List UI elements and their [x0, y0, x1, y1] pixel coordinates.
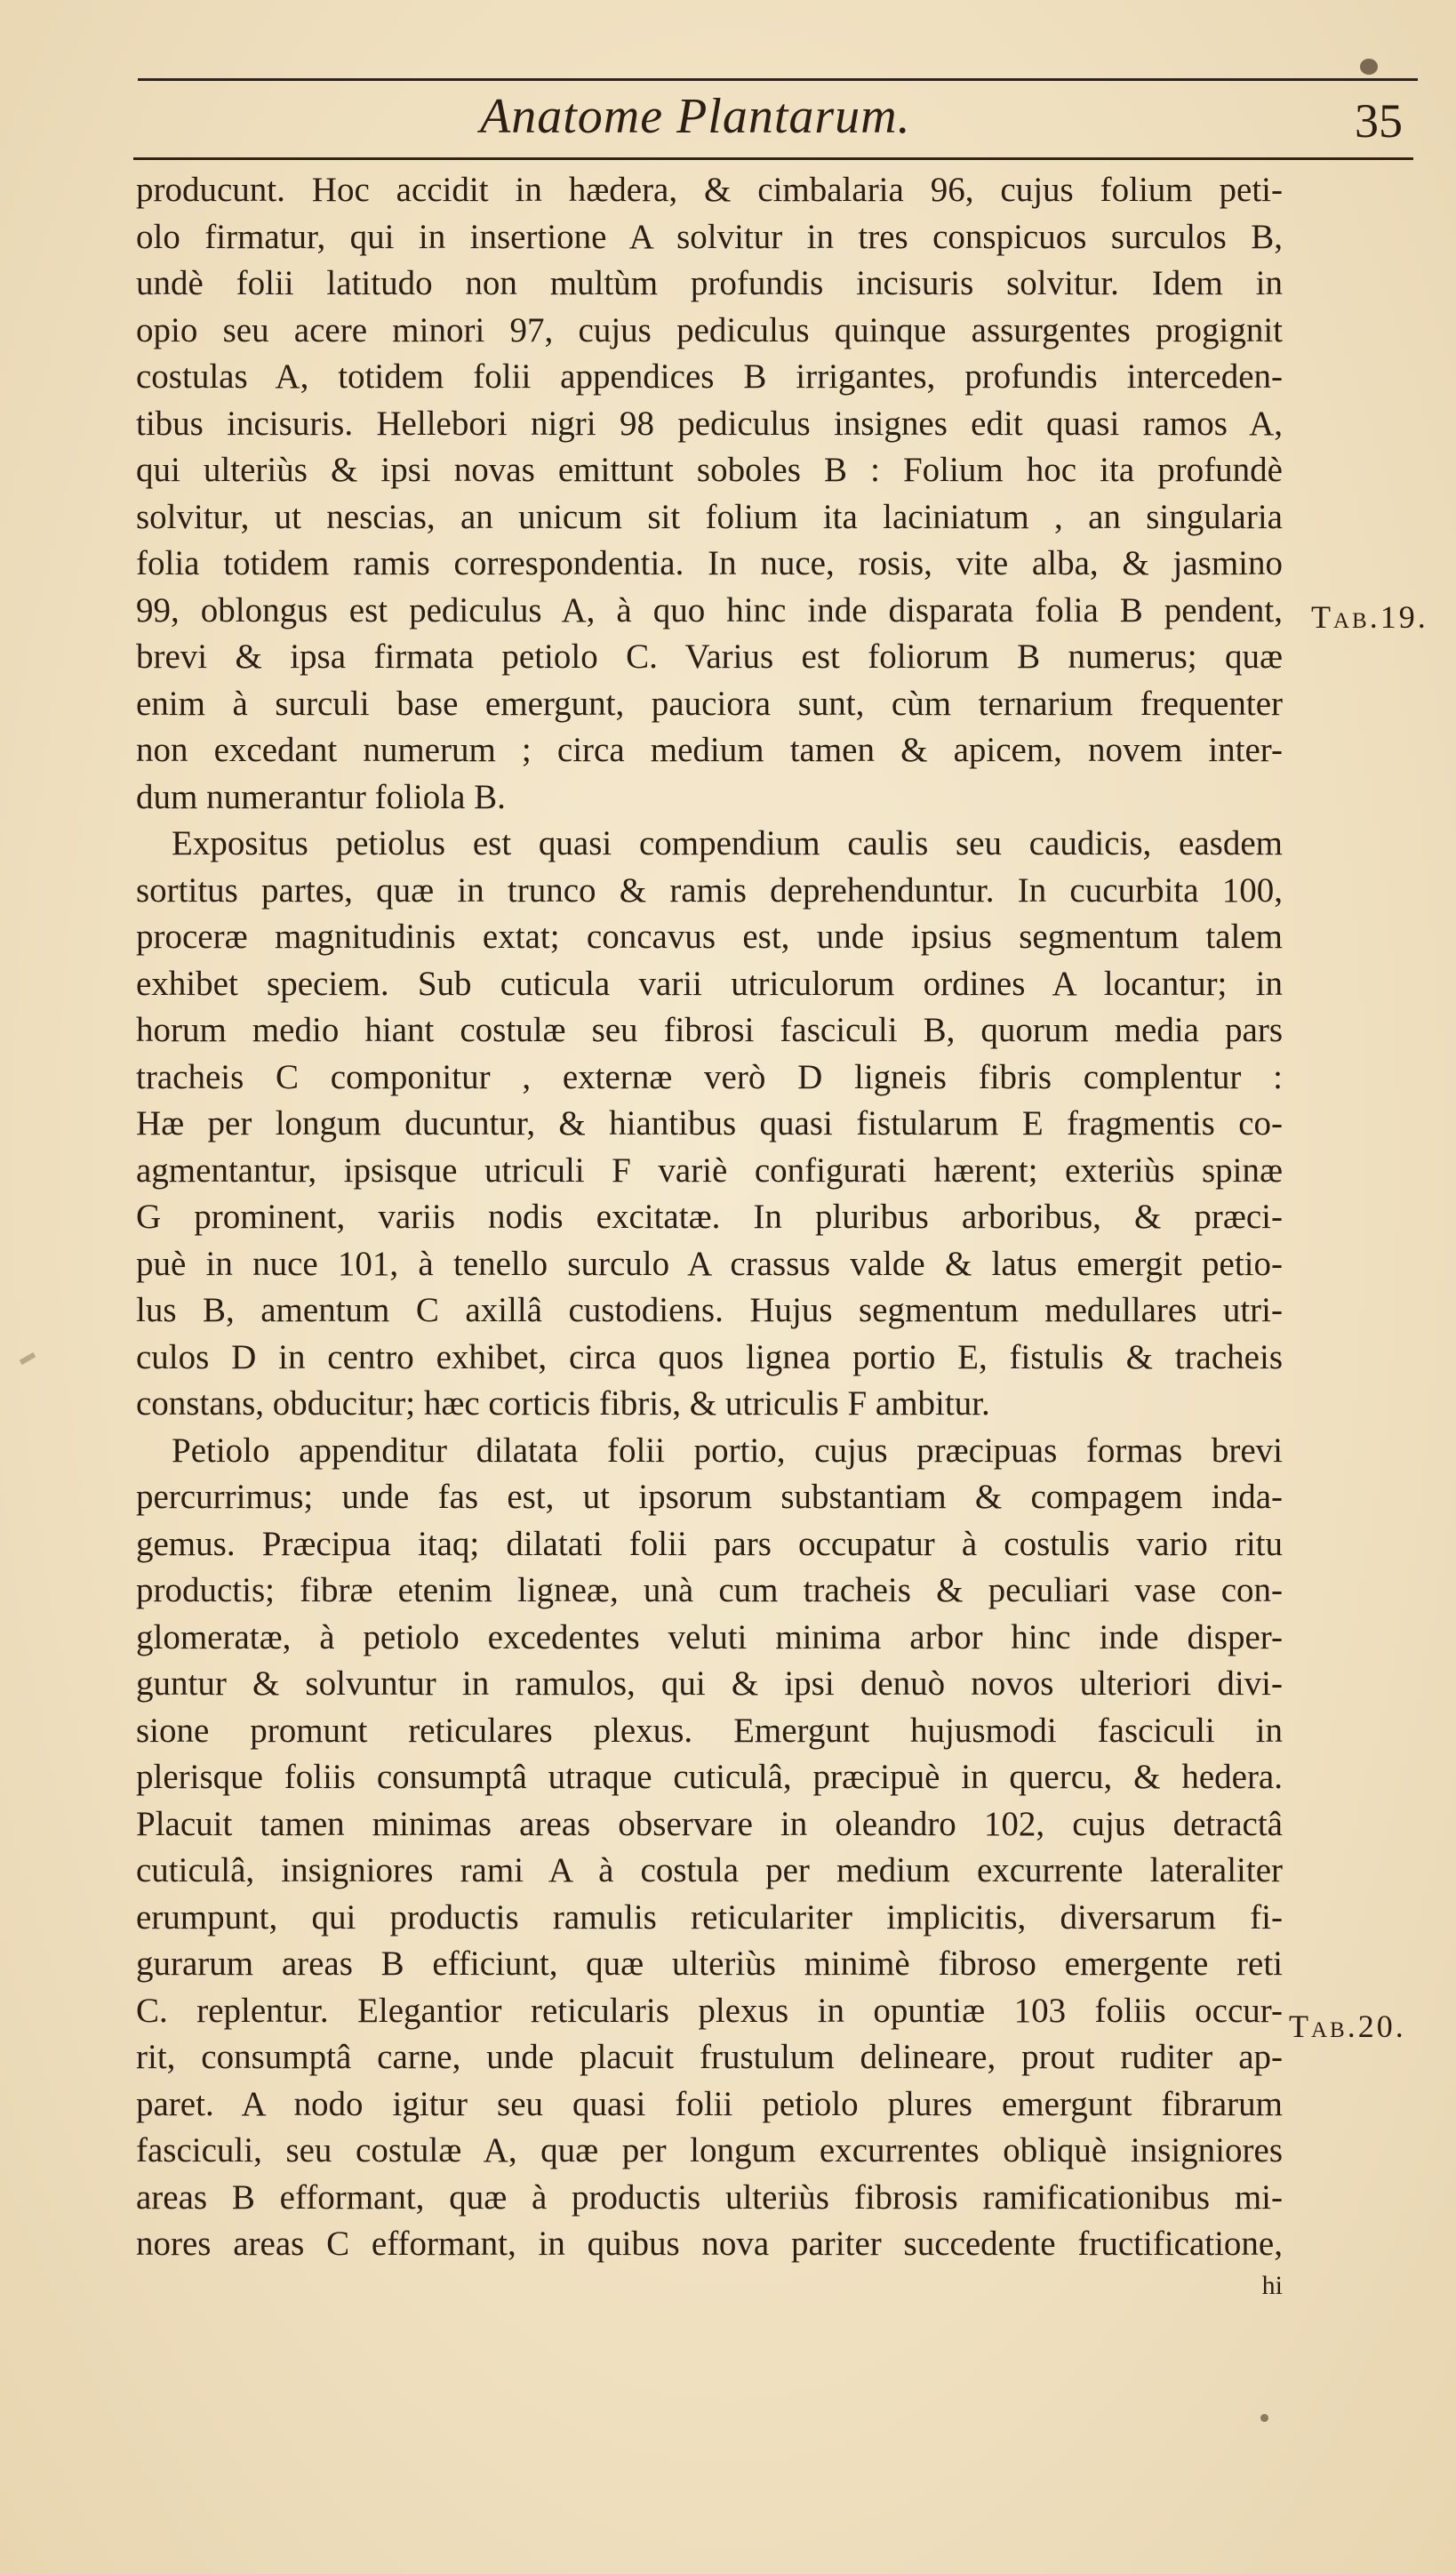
text-line: non excedant numerum ; circa medium tamen & apicem, novem inter-	[136, 731, 1283, 769]
running-head: Anatome Plantarum.	[480, 89, 911, 144]
text-line: paret. A nodo igitur seu quasi folii petiolo plures emergunt fibrarum	[136, 2084, 1283, 2123]
text-line: Expositus petiolus est quasi compendium caulis seu caudicis, easdem	[172, 824, 1283, 862]
margin-note-tab-20: Tab.20.	[1289, 2009, 1406, 2044]
text-line: productis; fibræ etenim ligneæ, unà cum tracheis & peculiari vase con-	[136, 1571, 1283, 1609]
text-line: 99, oblongus est pediculus A, à quo hinc inde disparata folia B pendent,	[136, 590, 1283, 629]
text-line: culos D in centro exhibet, circa quos lignea portio E, fistulis & tracheis	[136, 1337, 1283, 1376]
text-line: constans, obducitur; hæc corticis fibris, & utriculis F ambitur.	[136, 1384, 990, 1423]
text-line: gurarum areas B efficiunt, quæ ulteriùs minimè fibroso emergente reti	[136, 1945, 1283, 1983]
text-line: puè in nuce 101, à tenello surculo A crassus valde & latus emergit petio-	[136, 1244, 1283, 1283]
text-line: opio seu acere minori 97, cujus pediculus quinque assurgentes progignit	[136, 310, 1283, 349]
ink-dot	[1260, 2414, 1268, 2422]
text-line: solvitur, ut nescias, an unicum sit folium ita laciniatum , an singularia	[136, 497, 1283, 536]
page-number: 35	[1355, 94, 1403, 148]
text-line: proceræ magnitudinis extat; concavus est, unde ipsius segmentum talem	[136, 918, 1283, 956]
text-line: sione promunt reticulares plexus. Emergunt hujusmodi fasciculi in	[136, 1711, 1283, 1750]
text-line: agmentantur, ipsisque utriculi F variè configurati hærent; exteriùs spinæ	[136, 1151, 1283, 1190]
text-line: erumpunt, qui productis ramulis reticulariter implicitis, diversarum fi-	[136, 1897, 1283, 1937]
text-line: folia totidem ramis correspondentia. In nuce, rosis, vite alba, & jasmino	[136, 544, 1283, 582]
text-line: C. replentur. Elegantior reticularis plexus in opuntiæ 103 foliis occur-	[136, 1991, 1283, 2030]
text-line: dum numerantur foliola B.	[136, 777, 506, 816]
text-line: Petiolo appenditur dilatata folii portio, cujus præcipuas formas brevi	[172, 1431, 1283, 1470]
text-line: cuticulâ, insigniores rami A à costula per medium excurrente lateraliter	[136, 1851, 1283, 1889]
text-line: rit, consumptâ carne, unde placuit frustulum delineare, prout ruditer ap-	[136, 2038, 1283, 2076]
text-line: lus B, amentum C axillâ custodiens. Hujus segmentum medullares utri-	[136, 1291, 1283, 1329]
text-line: guntur & solvuntur in ramulos, qui & ipsi denuò novos ulteriori divi-	[136, 1664, 1283, 1703]
text-line: sortitus partes, quæ in trunco & ramis deprehenduntur. In cucurbita 100,	[136, 870, 1283, 910]
header-rule	[133, 157, 1413, 160]
text-line: olo firmatur, qui in insertione A solvitur in tres conspicuos surculos B,	[136, 217, 1283, 256]
text-line: qui ulteriùs & ipsi novas emittunt soboles B : Folium hoc ita profundè	[136, 451, 1283, 489]
text-line: exhibet speciem. Sub cuticula varii utriculorum ordines A locantur; in	[136, 964, 1283, 1003]
text-line: tracheis C componitur , externæ verò D ligneis fibris complentur :	[136, 1057, 1283, 1096]
text-line: gemus. Præcipua itaq; dilatati folii pars occupatur à costulis vario ritu	[136, 1524, 1283, 1563]
text-line: Placuit tamen minimas areas observare in oleandro 102, cujus detractâ	[136, 1804, 1283, 1843]
text-line: tibus incisuris. Hellebori nigri 98 pediculus insignes edit quasi ramos A,	[136, 404, 1283, 443]
margin-note-tab-19: Tab.19.	[1311, 599, 1428, 635]
text-line: costulas A, totidem folii appendices B irrigantes, profundis interceden-	[136, 357, 1283, 396]
top-rule	[138, 78, 1418, 81]
text-line: plerisque foliis consumptâ utraque cuticulâ, præcipuè in quercu, & hedera.	[136, 1758, 1283, 1796]
ink-blot	[1360, 59, 1378, 75]
text-line: undè folii latitudo non multùm profundis incisuris solvitur. Idem in	[136, 264, 1283, 302]
text-line: horum medio hiant costulæ seu fibrosi fasciculi B, quorum media pars	[136, 1011, 1283, 1049]
text-line: areas B efformant, quæ à productis ulteriùs fibrosis ramificationibus mi-	[136, 2177, 1283, 2217]
text-line: percurrimus; unde fas est, ut ipsorum substantiam & compagem inda-	[136, 1478, 1283, 1516]
text-line: Hæ per longum ducuntur, & hiantibus quasi fistularum E fragmentis co-	[136, 1104, 1283, 1143]
text-line: nores areas C efformant, in quibus nova pariter succedente fructificatione,	[136, 2225, 1283, 2263]
ink-smudge	[20, 1352, 36, 1365]
text-line: producunt. Hoc accidit in hædera, & cimbalaria 96, cujus folium peti-	[136, 171, 1283, 209]
text-line: glomeratæ, à petiolo excedentes veluti minima arbor hinc inde disper-	[136, 1617, 1283, 1656]
text-line: fasciculi, seu costulæ A, quæ per longum excurrentes obliquè insigniores	[136, 2131, 1283, 2169]
text-line: enim à surculi base emergunt, pauciora sunt, cùm ternarium frequenter	[136, 684, 1283, 723]
catchword: hi	[1261, 2270, 1283, 2300]
body-text	[136, 167, 1283, 2304]
text-line: brevi & ipsa firmata petiolo C. Varius est foliorum B numerus; quæ	[136, 637, 1283, 676]
text-line: G prominent, variis nodis excitatæ. In pluribus arboribus, & præci-	[136, 1198, 1283, 1236]
